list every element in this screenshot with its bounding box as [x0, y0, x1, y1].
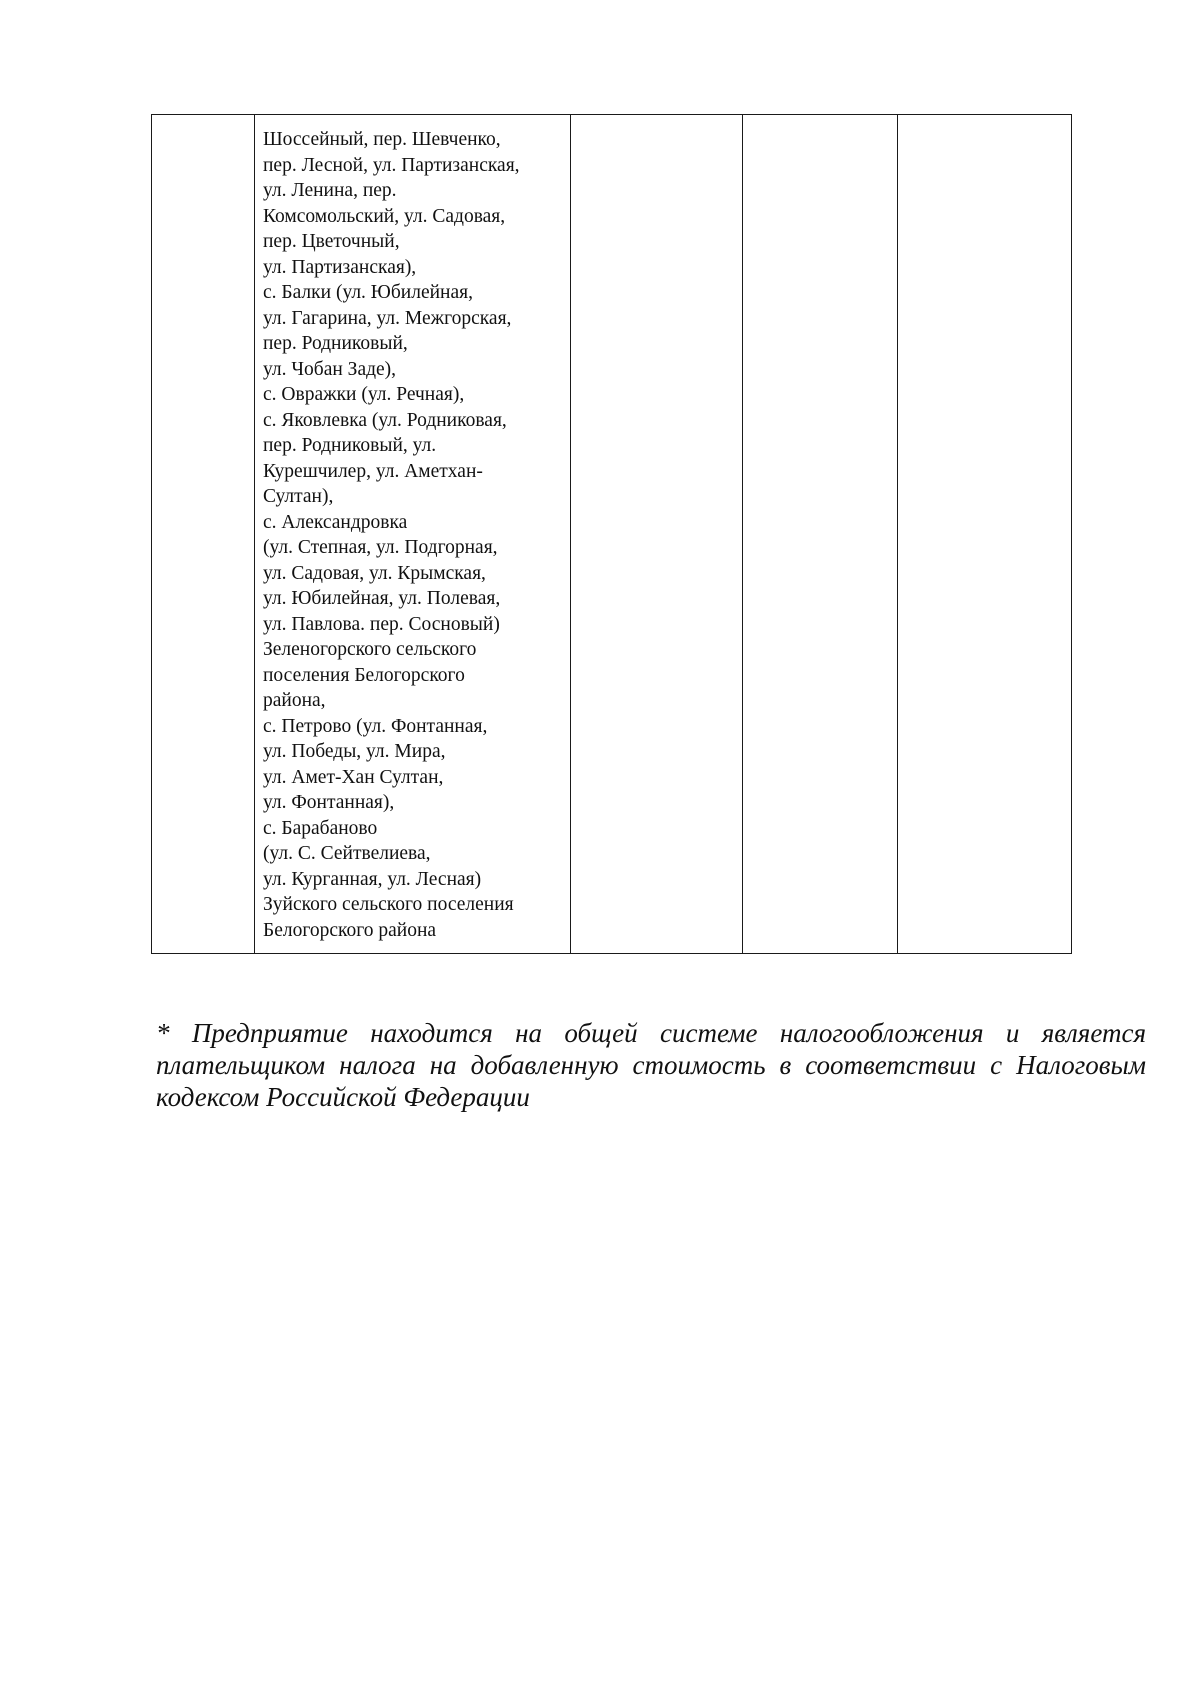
address-table [151, 114, 1072, 954]
address-line: с. Барабаново [263, 817, 378, 839]
footnote-line: плательщиком налога на добавленную стоимость в соответствии с Налоговым [156, 1050, 1146, 1080]
table-row [152, 115, 1072, 954]
address-line: ул. Чобан Заде), [263, 358, 397, 380]
table-cell-empty [571, 115, 743, 954]
address-line: ул. Садовая, ул. Крымская, [263, 562, 486, 584]
address-line: с. Овражки (ул. Речная), [263, 384, 465, 405]
address-line: Зеленогорского сельского [263, 639, 477, 660]
address-line: с. Балки (ул. Юбилейная, [263, 282, 473, 303]
address-line: поселения Белогорского [263, 664, 465, 686]
table-cell-address [255, 115, 571, 954]
address-line: района, [263, 690, 326, 711]
address-line: Комсомольский, ул. Садовая, [263, 205, 506, 227]
address-line: Курешчилер, ул. Аметхан- [263, 460, 483, 482]
address-line: Султан), [263, 486, 334, 507]
address-text [255, 115, 570, 953]
table-cell-number [152, 115, 255, 954]
table-cell-empty [743, 115, 898, 954]
address-line: пер. Родниковый, ул. [263, 435, 437, 456]
address-line: с. Петрово (ул. Фонтанная, [263, 715, 488, 737]
address-line: ул. Курганная, ул. Лесная) [263, 868, 482, 890]
address-line: ул. Гагарина, ул. Межгорская, [263, 307, 512, 329]
address-line: пер. Цветочный, [263, 231, 400, 252]
address-line: пер. Лесной, ул. Партизанская, [263, 154, 520, 176]
address-line: ул. Юбилейная, ул. Полевая, [263, 588, 501, 609]
address-line: (ул. С. Сейтвелиева, [263, 843, 431, 864]
address-line: с. Александровка [263, 511, 408, 533]
address-line: (ул. Степная, ул. Подгорная, [263, 537, 498, 558]
address-line: Белогорского района [263, 919, 437, 941]
address-line: Зуйского сельского поселения [263, 894, 514, 915]
address-line: ул. Амет-Хан Султан, [263, 766, 444, 788]
address-line: ул. Победы, ул. Мира, [263, 741, 446, 762]
address-line: Шоссейный, пер. Шевченко, [263, 129, 501, 150]
footnote-line: * Предприятие находится на общей системе налогообложения и является [156, 1018, 1146, 1048]
address-line: ул. Павлова. пер. Сосновый) [263, 613, 500, 635]
tax-footnote [156, 1017, 1146, 1113]
address-line: ул. Партизанская), [263, 256, 417, 278]
address-line: ул. Ленина, пер. [263, 180, 397, 201]
address-line: ул. Фонтанная), [263, 792, 395, 813]
footnote-line: кодексом Российской Федерации [156, 1082, 530, 1112]
table-cell-empty [898, 115, 1072, 954]
address-line: с. Яковлевка (ул. Родниковая, [263, 409, 507, 431]
address-line: пер. Родниковый, [263, 333, 408, 354]
